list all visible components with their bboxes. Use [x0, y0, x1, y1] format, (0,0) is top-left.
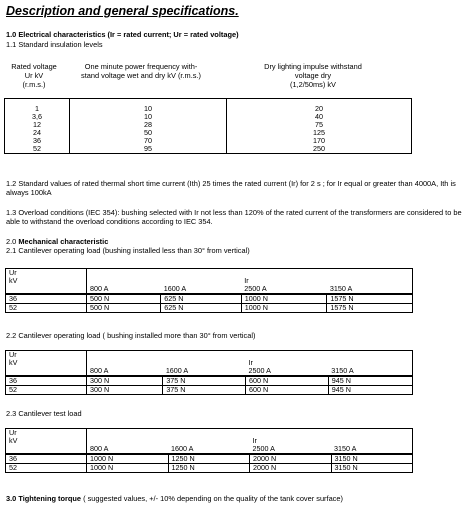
cantilever-table-2-2: Ur kV 800 A 1600 A Ir 2500 A 3150 A 36 300 N 375 N 600 N 945 N 52 300 N 375 N 600 N 945 N [5, 350, 413, 395]
section-1-title: Electrical characteristics [18, 30, 106, 39]
insulation-col3-header: Dry lighting impulse withstand voltage dry (1,2/50ms) kV [264, 62, 362, 89]
paragraph-1-3: 1.3 Overload conditions (IEC 354): bushing selected with Ir not less than 120% of the rated current of the transformers are considered to be able to withstand the overload conditions according to IEC 354. [6, 208, 462, 226]
section-3-number: 3.0 [6, 494, 17, 503]
table-2-3-caption: 2.3 Cantilever test load [6, 409, 82, 418]
cantilever-table-2-1: Ur kV 800 A 1600 A Ir 2500 A 3150 A 36 500 N 625 N 1000 N 1575 N 52 500 N 625 N 1000 N 1575 N [5, 268, 413, 313]
insulation-table [4, 98, 412, 154]
table-2-2-caption: 2.2 Cantilever operating load ( bushing installed more than 30° from vertical) [6, 331, 256, 340]
insulation-col1-header: Rated voltage Ur kV (r.m.s.) [11, 62, 57, 89]
paragraph-1-2: 1.2 Standard values of rated thermal short time current (Ith) 25 times the rated current (Ir) for 2 s ; for Ir equal or greater than 4000A, Ith is always 100kA [6, 179, 456, 197]
table-row: 52 1000 N 1250 N 2000 N 3150 N [6, 464, 413, 473]
section-1-number: 1.0 [6, 30, 17, 39]
table-row: 12 28 75 [5, 121, 412, 129]
cantilever-table-2-3: Ur kV 800 A 1600 A Ir 2500 A 3150 A 36 1000 N 1250 N 2000 N 3150 N 52 1000 N 1250 N 2000 N 3150 N [5, 428, 413, 473]
section-1-note: (Ir = rated current; Ur = rated voltage) [107, 30, 239, 39]
table-row: 52 500 N 625 N 1000 N 1575 N [6, 304, 413, 313]
section-1-heading [6, 30, 239, 39]
section-2-number: 2.0 [6, 237, 17, 246]
table-row: 24 50 125 [5, 129, 412, 137]
table-row: 36 300 N 375 N 600 N 945 N [6, 376, 413, 386]
table-row: 52 300 N 375 N 600 N 945 N [6, 386, 413, 395]
table-2-1-caption: 2.1 Cantilever operating load (bushing installed less than 30° from vertical) [6, 246, 250, 255]
section-1-1-heading: 1.1 Standard insulation levels [6, 40, 103, 49]
table-row: 3,6 10 40 [5, 113, 412, 121]
table-row: 52 95 250 [5, 145, 412, 154]
section-2-heading [6, 237, 108, 246]
section-2-title: Mechanical characteristic [18, 237, 109, 246]
table-row: 36 70 170 [5, 137, 412, 145]
insulation-col2-header: One minute power frequency with- stand voltage wet and dry kV (r.m.s.) [81, 62, 201, 80]
section-3-note: ( suggested values, +/- 10% depending on the quality of the tank cover surface) [83, 494, 343, 503]
section-3-heading [6, 494, 343, 503]
page-title: Description and general specifications. [6, 4, 239, 18]
table-row: 1 10 20 [5, 105, 412, 113]
table-row: 36 500 N 625 N 1000 N 1575 N [6, 294, 413, 304]
section-3-title: Tightening torque [18, 494, 82, 503]
table-row: 36 1000 N 1250 N 2000 N 3150 N [6, 454, 413, 464]
